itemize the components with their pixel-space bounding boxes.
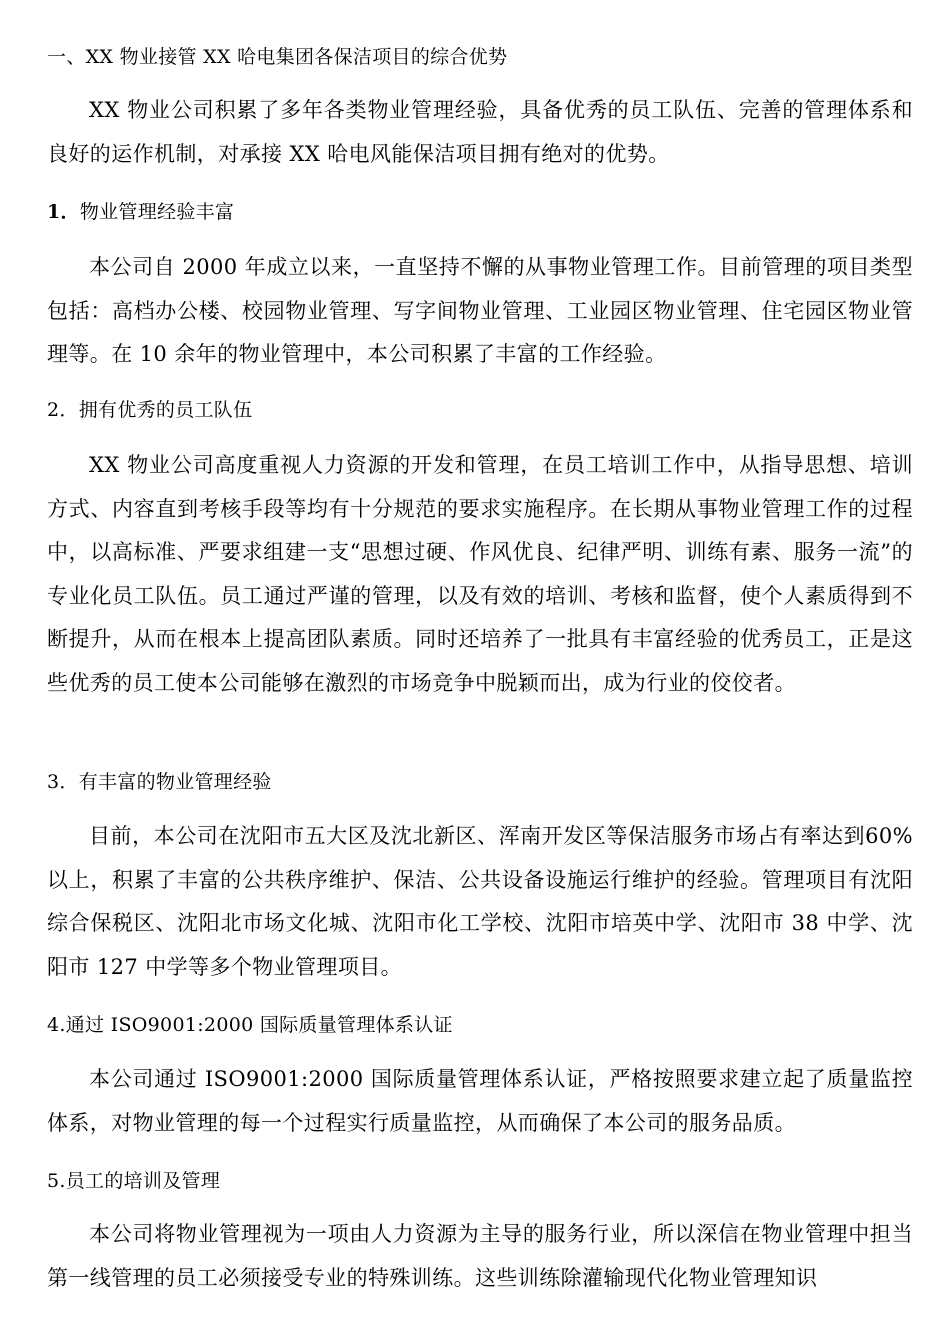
- section-body-5: 本公司将物业管理视为一项由人力资源为主导的服务行业，所以深信在物业管理中担当第一线管理的员工必须接受专业的特殊训练。这些训练除灌输现代化物业管理知识: [47, 1222, 913, 1290]
- section-title-1: 物业管理经验丰富: [79, 201, 235, 223]
- section-heading-4: [47, 1013, 453, 1037]
- section-heading-3: [47, 770, 272, 794]
- section-heading-1: [47, 200, 234, 224]
- section-heading-2: [47, 398, 252, 422]
- section-number-4: 4.: [47, 1014, 66, 1036]
- section-title-2: 拥有优秀的员工队伍: [78, 399, 253, 421]
- section-number-3: 3．: [47, 771, 79, 793]
- section-title-4: 通过 ISO9001:2000 国际质量管理体系认证: [65, 1014, 453, 1036]
- section-title-5: 员工的培训及管理: [65, 1170, 221, 1192]
- section-number-1: 1．: [47, 201, 80, 223]
- section-body-2: XX 物业公司高度重视人力资源的开发和管理，在员工培训工作中，从指导思想、培训方式、内容直到考核手段等均有十分规范的要求实施程序。在长期从事物业管理工作的过程中，以高标准、严要求组建一支“思想过硬、作风优良、纪律严明、训练有素、服务一流”的专业化员工队伍。员工通过严谨的管理，以及有效的培训、考核和监督，使个人素质得到不断提升，从而在根本上提高团队素质。同时还培养了一批具有丰富经验的优秀员工，正是这些优秀的员工使本公司能够在激烈的市场竞争中脱颖而出，成为行业的佼佼者。: [47, 453, 913, 695]
- intro-paragraph: XX 物业公司积累了多年各类物业管理经验，具备优秀的员工队伍、完善的管理体系和良好的运作机制，对承接 XX 哈电风能保洁项目拥有绝对的优势。: [47, 98, 913, 166]
- section-number-2: 2．: [47, 399, 79, 421]
- document-title: 一、XX 物业接管 XX 哈电集团各保洁项目的综合优势: [47, 46, 508, 68]
- section-body-1: 本公司自 2000 年成立以来，一直坚持不懈的从事物业管理工作。目前管理的项目类型包括：高档办公楼、校园物业管理、写字间物业管理、工业园区物业管理、住宅园区物业管理等。在 10 余年的物业管理中，本公司积累了丰富的工作经验。: [47, 255, 913, 366]
- section-number-5: 5.: [47, 1170, 66, 1192]
- section-title-3: 有丰富的物业管理经验: [78, 771, 272, 793]
- section-body-4: 本公司通过 ISO9001:2000 国际质量管理体系认证，严格按照要求建立起了质量监控体系，对物业管理的每一个过程实行质量监控，从而确保了本公司的服务品质。: [47, 1067, 913, 1135]
- section-body-3: 目前，本公司在沈阳市五大区及沈北新区、浑南开发区等保洁服务市场占有率达到60%以上，积累了丰富的公共秩序维护、保洁、公共设备设施运行维护的经验。管理项目有沈阳综合保税区、沈阳北市场文化城、沈阳市化工学校、沈阳市培英中学、沈阳市 38 中学、沈阳市 127 中学等多个物业管理项目。: [47, 824, 913, 979]
- section-heading-5: [47, 1169, 220, 1193]
